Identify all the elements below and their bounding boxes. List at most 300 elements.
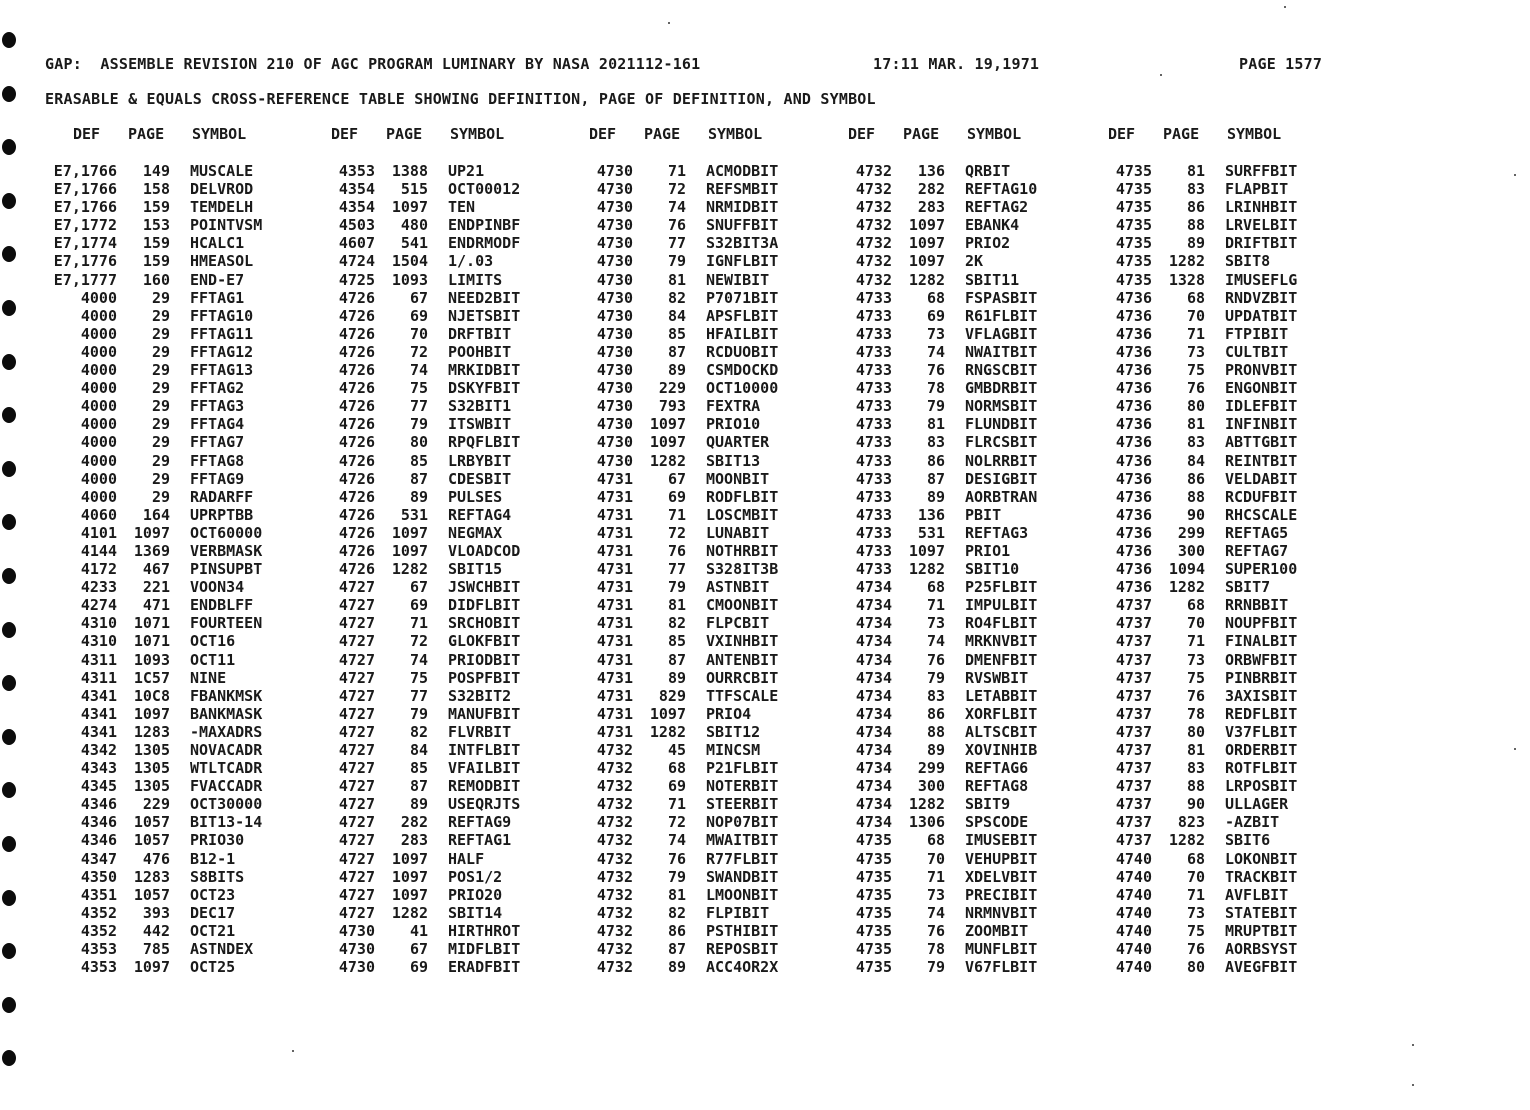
def-value: 4736 [1115, 469, 1152, 488]
table-row [556, 325, 806, 343]
symbol-value: S32BIT1 [448, 397, 512, 416]
page-value: 74 [409, 650, 428, 669]
table-row [40, 216, 290, 234]
page-value: 67 [667, 469, 686, 488]
table-row [1075, 741, 1325, 759]
def-value: 4734 [855, 596, 892, 615]
symbol-value: NJETSBIT [448, 306, 521, 325]
page-value: 283 [400, 831, 428, 850]
symbol-value: 1/.03 [448, 252, 494, 271]
def-value: 4735 [855, 921, 892, 940]
page-value: 82 [667, 903, 686, 922]
symbol-value: NINE [190, 668, 227, 687]
symbol-value: REFSMBIT [706, 180, 779, 199]
table-row [556, 216, 806, 234]
symbol-value: ERADFBIT [448, 958, 521, 977]
page-value: 29 [151, 487, 170, 506]
page-value: 78 [926, 940, 945, 959]
def-value: 4732 [596, 795, 633, 814]
page-value: 1097 [133, 523, 170, 542]
page-value: 1097 [133, 704, 170, 723]
symbol-value: FSPASBIT [965, 288, 1038, 307]
table-row [1075, 958, 1325, 976]
header-title: GAP: ASSEMBLE REVISION 210 OF AGC PROGRAM LUMINARY BY NASA 2021112-161 [45, 55, 701, 73]
page-value: 85 [409, 451, 428, 470]
table-row [40, 614, 290, 632]
symbol-value: XORFLBIT [965, 704, 1038, 723]
def-value: 4726 [338, 523, 375, 542]
symbol-value: MRKIDBIT [448, 361, 521, 380]
def-value: 4731 [596, 632, 633, 651]
def-value: 4726 [338, 560, 375, 579]
def-value: 4727 [338, 867, 375, 886]
symbol-value: INTFLBIT [448, 741, 521, 759]
table-row [298, 470, 548, 488]
table-row [40, 415, 290, 433]
xref-column [815, 162, 1065, 976]
table-row [1075, 216, 1325, 234]
page-value: 68 [926, 831, 945, 850]
symbol-value: STATEBIT [1225, 903, 1298, 922]
symbol-value: WTLTCADR [190, 759, 263, 778]
page-value: 86 [926, 451, 945, 470]
symbol-value: NEGMAX [448, 523, 503, 542]
symbol-value: POOHBIT [448, 342, 512, 361]
symbol-value: NRMNVBIT [965, 903, 1038, 922]
page-value: 71 [667, 162, 686, 180]
def-value: 4737 [1115, 831, 1152, 850]
symbol-value: VOON34 [190, 578, 245, 597]
table-row [1075, 397, 1325, 415]
symbol-value: RHCSCALE [1225, 505, 1298, 524]
table-row [815, 850, 1065, 868]
symbol-value: DESIGBIT [965, 469, 1038, 488]
symbol-value: RPQFLBIT [448, 433, 521, 452]
page-value: 1305 [133, 777, 170, 796]
symbol-value: AVEGFBIT [1225, 958, 1298, 977]
table-row [1075, 325, 1325, 343]
page-value: 29 [151, 342, 170, 361]
symbol-value: JSWCHBIT [448, 578, 521, 597]
punch-hole [2, 943, 16, 959]
table-row [1075, 614, 1325, 632]
page-value: 1097 [391, 885, 428, 904]
def-value: 4737 [1115, 614, 1152, 633]
page-value: 785 [142, 940, 170, 959]
column-header-def: DEF [73, 125, 101, 143]
def-value: 4733 [855, 451, 892, 470]
def-value: 4726 [338, 433, 375, 452]
symbol-value: NOTHRBIT [706, 541, 779, 560]
table-row [1075, 651, 1325, 669]
def-value: 4735 [1115, 162, 1152, 180]
symbol-value: DSKYFBIT [448, 379, 521, 398]
def-value: 4730 [338, 940, 375, 959]
def-value: E7,1774 [53, 234, 117, 253]
def-value: 4732 [596, 903, 633, 922]
symbol-value: FVACCADR [190, 777, 263, 796]
table-row [556, 759, 806, 777]
table-row [815, 868, 1065, 886]
symbol-value: TTFSCALE [706, 686, 779, 705]
symbol-value: REPOSBIT [706, 940, 779, 959]
symbol-value: SURFFBIT [1225, 162, 1298, 180]
table-row [556, 940, 806, 958]
punch-hole [2, 86, 16, 102]
symbol-value: OCT10000 [706, 379, 779, 398]
page-value: 72 [667, 180, 686, 199]
table-row [40, 560, 290, 578]
symbol-value: FFTAG9 [190, 469, 245, 488]
page-value: 79 [667, 252, 686, 271]
symbol-value: ACMODBIT [706, 162, 779, 180]
symbol-value: FFTAG3 [190, 397, 245, 416]
page-value: 83 [926, 433, 945, 452]
table-row [298, 397, 548, 415]
symbol-value: R61FLBIT [965, 306, 1038, 325]
table-row [298, 524, 548, 542]
page-value: 81 [926, 415, 945, 434]
def-value: E7,1772 [53, 216, 117, 235]
page-value: 79 [409, 415, 428, 434]
page-value: 164 [142, 505, 170, 524]
table-row [298, 488, 548, 506]
page-value: 72 [409, 632, 428, 651]
table-row [1075, 289, 1325, 307]
symbol-value: ORBWFBIT [1225, 650, 1298, 669]
page-value: 83 [1186, 433, 1205, 452]
page-value: 1388 [391, 162, 428, 180]
symbol-value: IMUSEFLG [1225, 270, 1298, 289]
table-row [1075, 542, 1325, 560]
page-value: 476 [142, 849, 170, 868]
symbol-value: OCT11 [190, 650, 236, 669]
def-value: 4503 [338, 216, 375, 235]
table-row [40, 741, 290, 759]
symbol-value: -MAXADRS [190, 722, 263, 741]
page-value: 1282 [1168, 578, 1205, 597]
table-row [815, 198, 1065, 216]
table-row [1075, 831, 1325, 849]
table-row [1075, 687, 1325, 705]
def-value: 4732 [596, 831, 633, 850]
table-row [1075, 632, 1325, 650]
symbol-value: REFTAG7 [1225, 541, 1289, 560]
symbol-value: RCDUFBIT [1225, 487, 1298, 506]
symbol-value: SBIT15 [448, 560, 503, 579]
def-value: 4736 [1115, 541, 1152, 560]
page-value: 467 [142, 560, 170, 579]
def-value: 4737 [1115, 596, 1152, 615]
def-value: 4732 [596, 759, 633, 778]
symbol-value: FLAPBIT [1225, 180, 1289, 199]
page-value: 88 [1186, 487, 1205, 506]
def-value: 4734 [855, 722, 892, 741]
def-value: 4733 [855, 523, 892, 542]
punch-hole [2, 461, 16, 477]
symbol-value: RNDVZBIT [1225, 288, 1298, 307]
page-value: 74 [926, 903, 945, 922]
symbol-value: IDLEFBIT [1225, 397, 1298, 416]
page-value: 71 [667, 505, 686, 524]
symbol-value: CMOONBIT [706, 596, 779, 615]
symbol-value: REFTAG4 [448, 505, 512, 524]
symbol-value: S328IT3B [706, 560, 779, 579]
table-row [556, 795, 806, 813]
xref-column [1075, 162, 1325, 976]
def-value: 4732 [855, 216, 892, 235]
page-value: 84 [1186, 451, 1205, 470]
def-value: 4737 [1115, 650, 1152, 669]
page-value: 81 [1186, 162, 1205, 180]
table-row [556, 343, 806, 361]
page-value: 87 [409, 777, 428, 796]
symbol-value: MINCSM [706, 741, 761, 759]
def-value: 4732 [855, 252, 892, 271]
table-row [556, 307, 806, 325]
def-value: 4733 [855, 306, 892, 325]
table-row [1075, 343, 1325, 361]
def-value: 4731 [596, 668, 633, 687]
page-value: 471 [142, 596, 170, 615]
symbol-value: INFINBIT [1225, 415, 1298, 434]
def-value: 4737 [1115, 795, 1152, 814]
def-value: 4733 [855, 288, 892, 307]
def-value: 4733 [855, 541, 892, 560]
page-value: 89 [1186, 234, 1205, 253]
column-header-group [815, 125, 1065, 145]
page-value: 1369 [133, 541, 170, 560]
symbol-value: PRIO10 [706, 415, 761, 434]
page-value: 159 [142, 234, 170, 253]
symbol-value: VELDABIT [1225, 469, 1298, 488]
table-row [815, 488, 1065, 506]
symbol-value: SBIT12 [706, 722, 761, 741]
symbol-value: PSTHIBIT [706, 921, 779, 940]
table-row [815, 596, 1065, 614]
page-value: 68 [926, 578, 945, 597]
column-header-page: PAGE [903, 125, 940, 143]
table-row [1075, 560, 1325, 578]
def-value: 4346 [80, 795, 117, 814]
symbol-value: SBIT13 [706, 451, 761, 470]
table-row [556, 560, 806, 578]
symbol-value: FLVRBIT [448, 722, 512, 741]
table-row [298, 560, 548, 578]
def-value: 4726 [338, 505, 375, 524]
page-value: 67 [409, 288, 428, 307]
table-row [40, 379, 290, 397]
table-row [815, 325, 1065, 343]
def-value: 4733 [855, 433, 892, 452]
def-value: 4733 [855, 342, 892, 361]
column-header-group [556, 125, 806, 145]
def-value: 4726 [338, 415, 375, 434]
symbol-value: FFTAG10 [190, 306, 254, 325]
def-value: 4733 [855, 397, 892, 416]
speck [1412, 1044, 1414, 1046]
def-value: 4731 [596, 523, 633, 542]
page-value: 221 [142, 578, 170, 597]
page-value: 76 [926, 650, 945, 669]
page-value: 78 [926, 379, 945, 398]
table-row [556, 379, 806, 397]
page-value: 300 [1177, 541, 1205, 560]
table-row [298, 361, 548, 379]
symbol-value: PRIO1 [965, 541, 1011, 560]
table-row [40, 271, 290, 289]
page-value: 1282 [649, 451, 686, 470]
symbol-value: NOP07BIT [706, 813, 779, 832]
punch-hole [2, 407, 16, 423]
page-value: 73 [1186, 650, 1205, 669]
def-value: 4733 [855, 469, 892, 488]
page-value: 159 [142, 252, 170, 271]
symbol-value: AORBTRAN [965, 487, 1038, 506]
page-value: 1057 [133, 831, 170, 850]
symbol-value: FLRCSBIT [965, 433, 1038, 452]
def-value: 4730 [596, 415, 633, 434]
page-value: 75 [409, 379, 428, 398]
def-value: 4727 [338, 795, 375, 814]
column-header-page: PAGE [128, 125, 165, 143]
def-value: 4731 [596, 578, 633, 597]
page-value: 71 [926, 867, 945, 886]
symbol-value: VFAILBIT [448, 759, 521, 778]
page-value: 1093 [133, 650, 170, 669]
page-value: 86 [926, 704, 945, 723]
page-value: 79 [926, 397, 945, 416]
def-value: 4732 [596, 940, 633, 959]
symbol-value: FFTAG8 [190, 451, 245, 470]
symbol-value: MOONBIT [706, 469, 770, 488]
table-row [1075, 723, 1325, 741]
symbol-value: GMBDRBIT [965, 379, 1038, 398]
page-value: 89 [667, 958, 686, 977]
def-value: 4730 [338, 958, 375, 977]
def-value: 4726 [338, 451, 375, 470]
symbol-value: FLPCBIT [706, 614, 770, 633]
symbol-value: PBIT [965, 505, 1002, 524]
column-header-def: DEF [331, 125, 359, 143]
page-value: 153 [142, 216, 170, 235]
table-row [298, 596, 548, 614]
symbol-value: OCT00012 [448, 180, 521, 199]
speck [292, 1050, 294, 1052]
table-row [556, 651, 806, 669]
def-value: 4731 [596, 560, 633, 579]
page-value: 1094 [1168, 560, 1205, 579]
def-value: 4731 [596, 686, 633, 705]
symbol-value: SBIT7 [1225, 578, 1271, 597]
symbol-value: ORDERBIT [1225, 741, 1298, 759]
table-row [1075, 669, 1325, 687]
def-value: 4732 [596, 777, 633, 796]
def-value: 4736 [1115, 324, 1152, 343]
page-value: 81 [667, 596, 686, 615]
symbol-value: LRBYBIT [448, 451, 512, 470]
table-row [815, 433, 1065, 451]
table-row [1075, 904, 1325, 922]
def-value: 4311 [80, 650, 117, 669]
table-row [40, 470, 290, 488]
punch-hole [2, 1050, 16, 1066]
page-value: 1504 [391, 252, 428, 271]
table-row [1075, 307, 1325, 325]
page-value: 72 [667, 813, 686, 832]
page-value: 82 [409, 722, 428, 741]
table-row [556, 904, 806, 922]
symbol-value: NOTERBIT [706, 777, 779, 796]
def-value: E7,1776 [53, 252, 117, 271]
page-value: 1097 [649, 433, 686, 452]
symbol-value: HCALC1 [190, 234, 245, 253]
symbol-value: VFLAGBIT [965, 324, 1038, 343]
def-value: 4732 [596, 849, 633, 868]
page-value: 393 [142, 903, 170, 922]
table-row [40, 198, 290, 216]
page-value: 71 [1186, 632, 1205, 651]
symbol-value: REFTAG5 [1225, 523, 1289, 542]
page-value: 76 [667, 216, 686, 235]
def-value: 4736 [1115, 306, 1152, 325]
column-header-def: DEF [589, 125, 617, 143]
page-value: 76 [667, 849, 686, 868]
def-value: 4725 [338, 270, 375, 289]
symbol-value: HALF [448, 849, 485, 868]
def-value: 4735 [855, 958, 892, 977]
def-value: 4000 [80, 379, 117, 398]
punch-hole [2, 354, 16, 370]
page-value: 73 [926, 885, 945, 904]
page-value: 76 [926, 361, 945, 380]
symbol-value: NORMSBIT [965, 397, 1038, 416]
page-value: 87 [926, 469, 945, 488]
def-value: 4727 [338, 632, 375, 651]
table-row [556, 488, 806, 506]
page-value: 69 [409, 958, 428, 977]
page-value: 1097 [649, 704, 686, 723]
table-row [815, 307, 1065, 325]
table-row [815, 958, 1065, 976]
table-row [556, 289, 806, 307]
symbol-value: ENDBLFF [190, 596, 254, 615]
table-row [815, 506, 1065, 524]
symbol-value: AVFLBIT [1225, 885, 1289, 904]
table-row [298, 415, 548, 433]
symbol-value: DRFTBIT [448, 324, 512, 343]
def-value: 4731 [596, 596, 633, 615]
page-value: 1097 [133, 958, 170, 977]
def-value: 4734 [855, 759, 892, 778]
page-value: 1282 [391, 903, 428, 922]
table-row [556, 361, 806, 379]
table-row [298, 958, 548, 976]
symbol-value: MUSCALE [190, 162, 254, 180]
symbol-value: RVSWBIT [965, 668, 1029, 687]
symbol-value: OCT60000 [190, 523, 263, 542]
page-value: 29 [151, 306, 170, 325]
page-value: 74 [667, 198, 686, 217]
def-value: 4732 [855, 162, 892, 180]
symbol-value: PRONVBIT [1225, 361, 1298, 380]
page-value: 67 [409, 578, 428, 597]
def-value: 4740 [1115, 958, 1152, 977]
symbol-value: B12-1 [190, 849, 236, 868]
table-row [298, 813, 548, 831]
table-row [815, 343, 1065, 361]
page-value: 71 [926, 596, 945, 615]
